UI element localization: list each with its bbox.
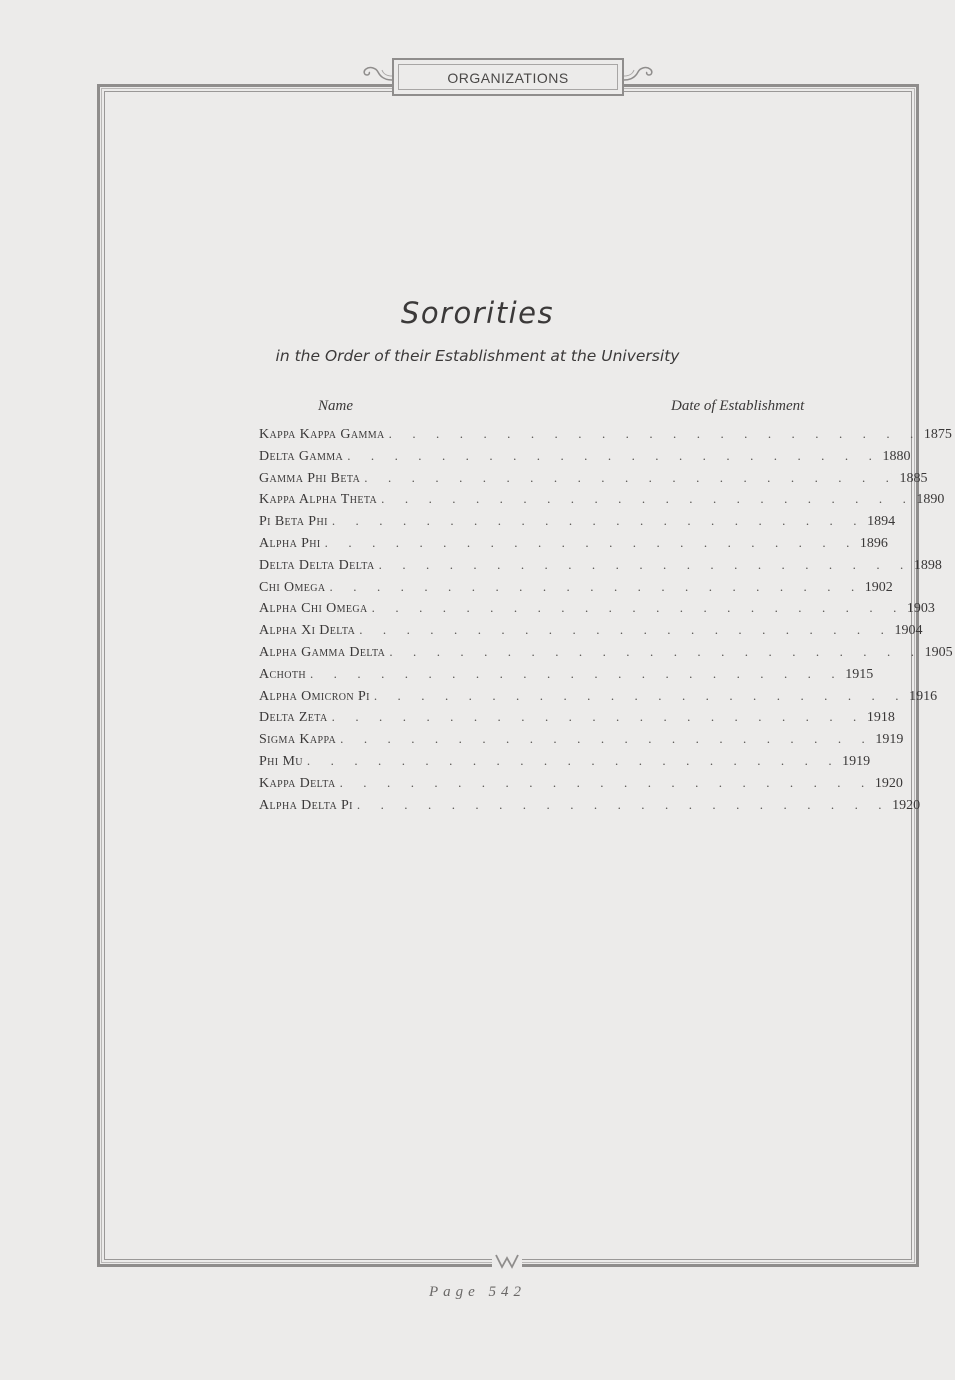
list-item xyxy=(259,597,935,619)
dot-leader: . . . . . . . . . . . . . . . . . . . . . . . xyxy=(371,600,905,616)
establishment-year: 1905 xyxy=(924,644,953,660)
list-item xyxy=(259,532,888,554)
list-item xyxy=(259,467,928,489)
dot-leader: . . . . . . . . . . . . . . . . . . . . . . . xyxy=(378,556,912,572)
sorority-name: Chi Omega xyxy=(259,577,330,599)
establishment-year: 1918 xyxy=(866,710,895,726)
sorority-name: Delta Gamma xyxy=(259,446,347,468)
sorority-list xyxy=(259,423,953,815)
w-monogram-ornament-icon xyxy=(492,1252,522,1270)
sorority-name: Delta Delta Delta xyxy=(259,555,379,577)
establishment-year: 1919 xyxy=(842,753,871,769)
dot-leader: . . . . . . . . . . . . . . . . . . . . . . . xyxy=(364,469,898,485)
sorority-name: Alpha Phi xyxy=(259,533,325,555)
list-item xyxy=(259,510,896,532)
column-header-name: Name xyxy=(318,398,353,414)
dot-leader: . . . . . . . . . . . . . . . . . . . . . . . xyxy=(324,534,858,550)
establishment-year: 1915 xyxy=(845,666,874,682)
dot-leader: . . . . . . . . . . . . . . . . . . . . . . . xyxy=(347,447,881,463)
dot-leader: . . . . . . . . . . . . . . . . . . . . . . . xyxy=(356,796,891,812)
list-item xyxy=(259,619,923,641)
sorority-name: Alpha Chi Omega xyxy=(259,598,372,620)
dot-leader: . . . . . . . . . . . . . . . . . . . . . . . xyxy=(340,731,874,747)
establishment-year: 1920 xyxy=(892,797,921,813)
section-header-title: ORGANIZATIONS xyxy=(447,70,569,86)
establishment-year: 1916 xyxy=(909,688,938,704)
list-item xyxy=(259,685,938,707)
sorority-name: Delta Zeta xyxy=(259,707,332,729)
list-item xyxy=(259,423,952,445)
sorority-name: Kappa Kappa Gamma xyxy=(259,424,389,446)
right-scroll-ornament-icon xyxy=(622,62,658,84)
list-item xyxy=(259,706,895,728)
dot-leader: . . . . . . . . . . . . . . . . . . . . . . . xyxy=(309,665,844,681)
dot-leader: . . . . . . . . . . . . . . . . . . . . . . . xyxy=(331,513,866,529)
dot-leader: . . . . . . . . . . . . . . . . . . . . . . . xyxy=(359,622,893,638)
list-item xyxy=(259,554,942,576)
establishment-year: 1894 xyxy=(867,514,896,530)
column-header-date: Date of Establishment xyxy=(671,398,805,414)
sorority-name: Sigma Kappa xyxy=(259,729,340,751)
list-item xyxy=(259,576,893,598)
section-header-cartouche xyxy=(392,58,624,96)
establishment-year: 1902 xyxy=(864,579,893,595)
establishment-year: 1880 xyxy=(882,448,911,464)
sorority-name: Achoth xyxy=(259,664,310,686)
left-scroll-ornament-icon xyxy=(358,62,394,84)
page-subtitle: in the Order of their Establishment at the University xyxy=(275,347,680,365)
list-item xyxy=(259,445,911,467)
list-item xyxy=(259,663,874,685)
establishment-year: 1875 xyxy=(923,427,952,442)
sorority-name: Alpha Xi Delta xyxy=(259,620,359,642)
sorority-name: Kappa Alpha Theta xyxy=(259,489,381,511)
sorority-name: Pi Beta Phi xyxy=(259,511,332,533)
page-title: Sororities xyxy=(400,296,555,330)
list-item xyxy=(259,772,903,794)
establishment-year: 1904 xyxy=(894,623,923,639)
list-item xyxy=(259,488,945,510)
dot-leader: . . . . . . . . . . . . . . . . . . . . . . . xyxy=(373,687,908,703)
dot-leader: . . . . . . . . . . . . . . . . . . . . . . . xyxy=(381,491,915,507)
sorority-name: Alpha Gamma Delta xyxy=(259,642,389,664)
establishment-year: 1920 xyxy=(874,775,903,791)
dot-leader: . . . . . . . . . . . . . . . . . . . . . . . xyxy=(339,774,873,790)
list-item xyxy=(259,641,953,663)
sorority-name: Phi Mu xyxy=(259,751,307,773)
dot-leader: . . . . . . . . . . . . . . . . . . . . . . . xyxy=(389,643,923,659)
establishment-year: 1885 xyxy=(899,470,928,486)
sorority-name: Alpha Omicron Pi xyxy=(259,686,374,708)
establishment-year: 1898 xyxy=(913,557,942,573)
sorority-name: Alpha Delta Pi xyxy=(259,795,357,817)
establishment-year: 1890 xyxy=(916,492,945,508)
dot-leader: . . . . . . . . . . . . . . . . . . . . . . . xyxy=(388,426,922,441)
establishment-year: 1896 xyxy=(859,535,888,551)
dot-leader: . . . . . . . . . . . . . . . . . . . . . . . xyxy=(306,752,841,768)
page-number: Page 542 xyxy=(428,1284,527,1300)
list-item xyxy=(259,750,871,772)
list-item xyxy=(259,728,904,750)
list-item xyxy=(259,794,921,816)
establishment-year: 1919 xyxy=(875,732,904,748)
sorority-name: Gamma Phi Beta xyxy=(259,468,364,490)
establishment-year: 1903 xyxy=(906,601,935,617)
sorority-name: Kappa Delta xyxy=(259,773,340,795)
dot-leader: . . . . . . . . . . . . . . . . . . . . . . . xyxy=(329,578,863,594)
dot-leader: . . . . . . . . . . . . . . . . . . . . . . . xyxy=(331,709,865,725)
